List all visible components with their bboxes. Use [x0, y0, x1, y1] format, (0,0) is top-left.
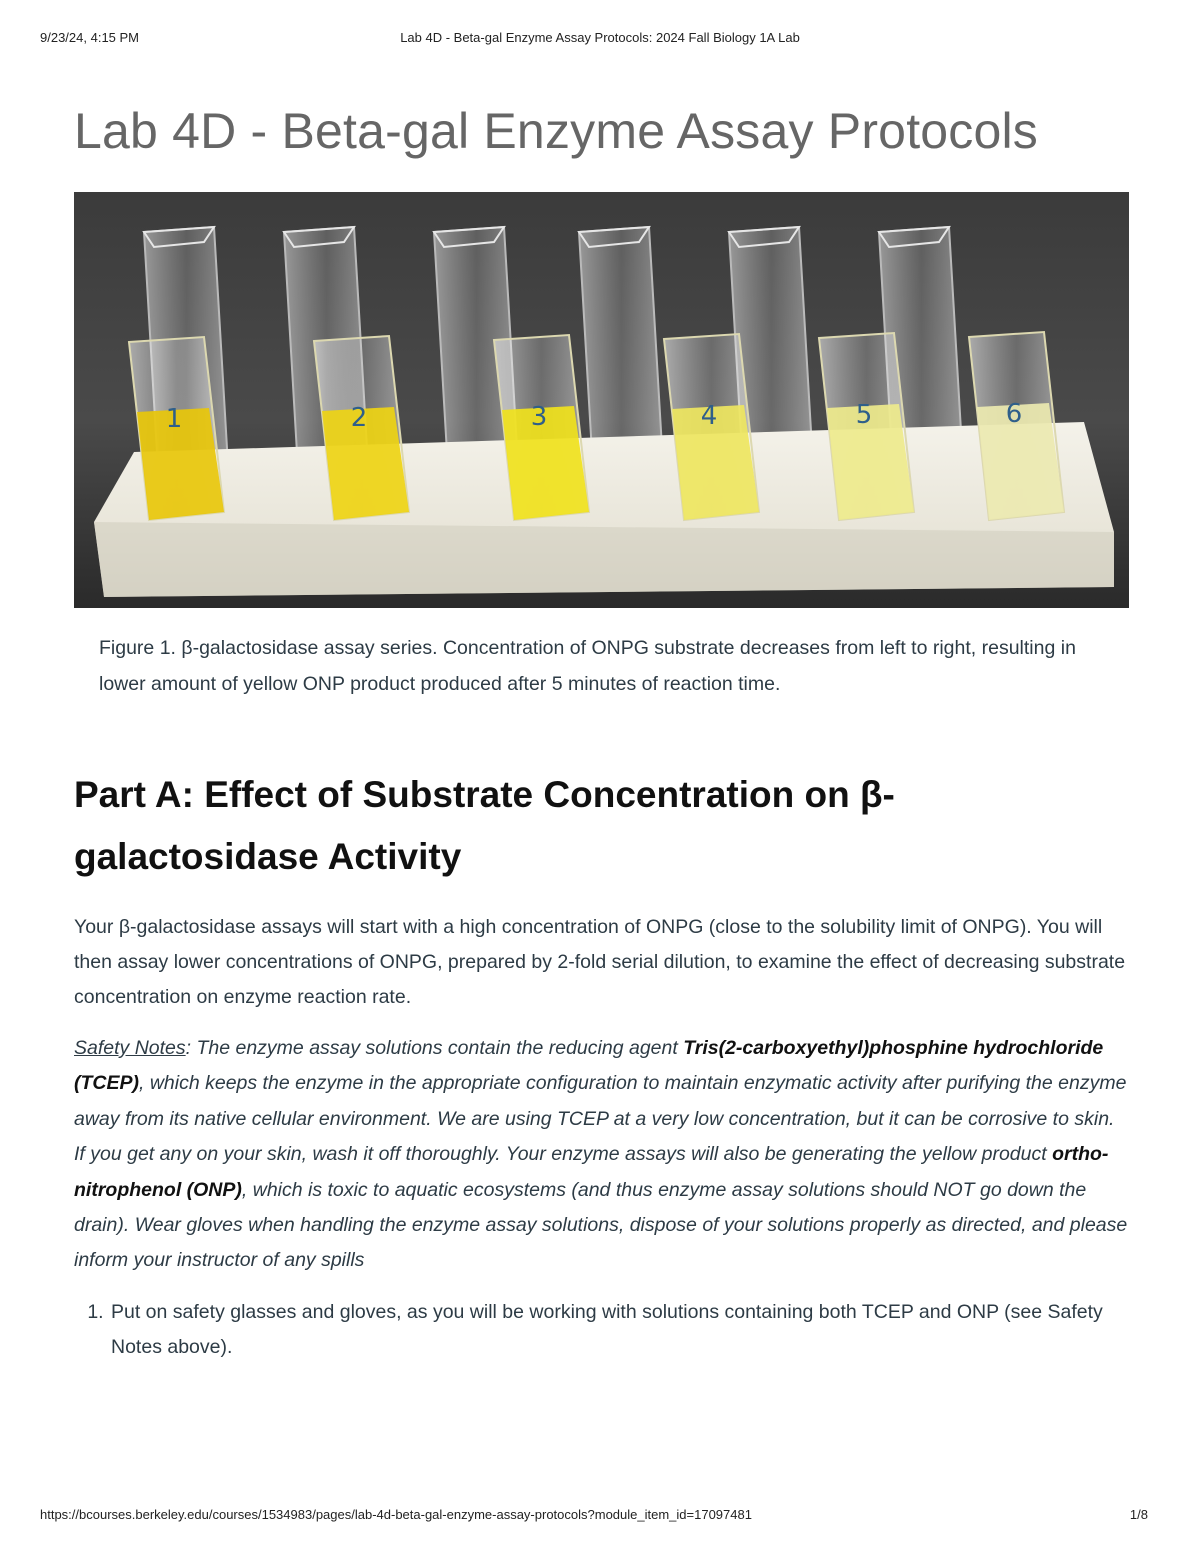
protocol-steps	[74, 1295, 1130, 1365]
figure-1	[74, 192, 1129, 608]
page-content	[74, 88, 1130, 1365]
part-a-intro: Your β-galactosidase assays will start with a high concentration of ONPG (close to the solubility limit of ONPG). You will then assay lower concentrations of ONPG, prepared by 2-fold serial dilution, to examine the effect of decreasing substrate concentration on enzyme reaction rate.	[74, 916, 1126, 1008]
cuvette-label: 3	[530, 402, 548, 432]
figure-caption: Figure 1. β-galactosidase assay series. Concentration of ONPG substrate decreases from left to right, resulting in lower amount of yellow ONP product produced after 5 minutes of reaction time.	[99, 637, 1076, 695]
cuvette-label: 2	[350, 403, 368, 433]
print-date: 9/23/24, 4:15 PM	[40, 30, 140, 45]
page-url: https://bcourses.berkeley.edu/courses/1534983/pages/lab-4d-beta-gal-enzyme-assay-protocols?module_item_id=17097481	[40, 1507, 752, 1522]
onp-term: ortho-nitrophenol (ONP)	[74, 1143, 1109, 1201]
safety-text-1: : The enzyme assay solutions contain the reducing agent	[185, 1037, 684, 1059]
cuvette-label: 6	[1005, 399, 1023, 429]
page-title: Lab 4D - Beta-gal Enzyme Assay Protocols	[74, 103, 1039, 159]
step-item: 1. Put on safety glasses and gloves, as you will be working with solutions containing both TCEP and ONP (see Safety Notes above).	[109, 1295, 1130, 1365]
tcep-term: Tris(2-carboxyethyl)phosphine hydrochloride (TCEP)	[74, 1037, 1104, 1095]
safety-text-2: , which keeps the enzyme in the appropriate configuration to maintain enzymatic activity after purifying the enzyme away from its native cellular environment. We are using TCEP at a very low concentration, but it can be corrosive to skin. If you get any on your skin, wash it off thoroughly. Your enzyme assays will also be generating the yellow product	[74, 1072, 1127, 1166]
cuvette-label: 1	[165, 404, 183, 434]
print-page-title: Lab 4D - Beta-gal Enzyme Assay Protocols: 2024 Fall Biology 1A Lab	[400, 30, 800, 45]
safety-text-3: , which is toxic to aquatic ecosystems (and thus enzyme assay solutions should NOT go down the drain). Wear gloves when handling the enzyme assay solutions, dispose of your solutions properly as directed, and please inform your instructor of any spills	[74, 1178, 1128, 1272]
cuvette-label: 5	[855, 400, 873, 430]
cuvette-label: 4	[700, 401, 718, 431]
rack-front	[94, 522, 1114, 597]
safety-notes-label: Safety Notes	[74, 1037, 186, 1059]
cuvette-photo	[74, 192, 1129, 608]
safety-notes	[74, 1031, 1130, 1279]
part-a-heading: Part A: Effect of Substrate Concentration on β-galactosidase Activity	[74, 774, 895, 877]
page-number: 1/8	[1129, 1507, 1148, 1522]
